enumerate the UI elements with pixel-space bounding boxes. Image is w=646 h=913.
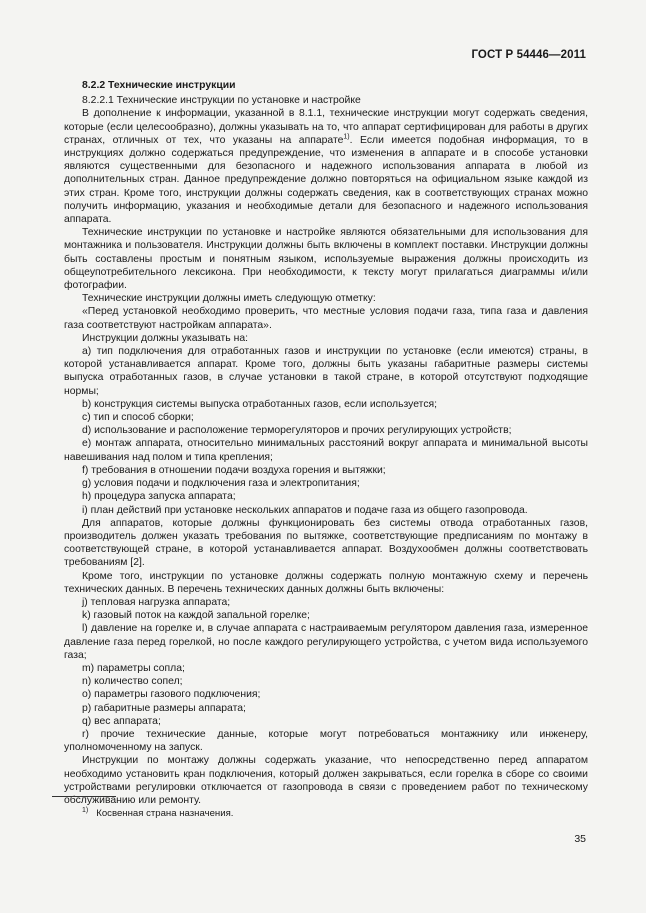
list-item: d) использование и расположение терморегуляторов и прочих регулирующих устройств; — [82, 425, 512, 437]
list-item: n) количество сопел; — [82, 676, 183, 688]
footnote-mark: 1) — [82, 807, 89, 814]
paragraph-mark-intro: Технические инструкции должны иметь следующую отметку: — [82, 293, 376, 305]
list-item: e) монтаж аппарата, относительно минимальных расстояний вокруг аппарата и минимальной высоты навешивания над полом и типа крепления; — [64, 438, 588, 463]
list-item: l) давление на горелке и, в случае аппарата с настраиваемым регулятором давления газа, измеренное давление газа перед горелкой, но после каждого регулирующего устройства, с учетом вида используемого газа; — [64, 623, 588, 661]
list-item: q) вес аппарата; — [82, 715, 161, 727]
list-item: a) тип подключения для отработанных газов и инструкции по установке (если имеются) страны, в которой устанавливается аппарат. Кроме того, должны быть указаны габаритные размеры системы выпуска отработанных газов, в случае установки в такой стране, в которой отсутствуют подходящие нормы; — [64, 346, 588, 397]
list-item: h) процедура запуска аппарата; — [82, 491, 236, 503]
footnote — [82, 807, 233, 819]
paragraph-intro-tail: . Если имеется подобная информация, то в инструкциях должно содержаться предупреждение, что изменения в аппарате и в способе установки являются существенными для безопасного и надежного использования аппарата в любой из дополнительных стран. Данное предупреждение должно повторяться на официальном языке каждой из этих стран. Кроме того, инструкции должны содержать сведения, как в соответствующих странах можно получить информацию, указания и необходимые детали для безопасного и надежного использования аппарата. — [64, 134, 588, 226]
list-item: i) план действий при установке нескольких аппаратов и подаче газа из общего газопровода. — [82, 504, 528, 516]
paragraph-intro — [64, 107, 588, 226]
subsection-title: 8.2.2.1 Технические инструкции по установке и настройке — [82, 95, 361, 107]
standard-header: ГОСТ Р 54446—2011 — [471, 49, 586, 61]
list-item: g) условия подачи и подключения газа и электропитания; — [82, 478, 360, 490]
paragraph-intro-head: В дополнение к информации, указанной в 8.1.1, технические инструкции могут содержать сведения, которые (если целесообразно), должны указывать на то, что аппарат сертифицирован для работы в других странах, отличных от тех, что указаны на аппарате — [64, 108, 588, 146]
list-item: r) прочие технические данные, которые могут потребоваться монтажнику или инженеру, уполномоченному на запуск. — [64, 728, 588, 754]
section-title: 8.2.2 Технические инструкции — [82, 80, 236, 91]
footnote-divider — [52, 796, 116, 797]
list-item: b) конструкция системы выпуска отработанных газов, если используется; — [82, 398, 438, 410]
list-item: p) габаритные размеры аппарата; — [82, 702, 246, 714]
list-item: m) параметры сопла; — [82, 662, 185, 674]
paragraph-list-intro: Инструкции должны указывать на: — [82, 332, 249, 344]
paragraph-multi-appliance: Для аппаратов, которые должны функционировать без системы отвода отработанных газов, производитель должен указать требования по вытяжке, соответствующие предписаниям по монтажу в соответствующей стране, в которой устанавливается аппарат. Воздухообмен должны соответствовать требованиям [2]. — [64, 517, 588, 569]
paragraph-final: Инструкции по монтажу должны содержать указание, что непосредственно перед аппаратом необходимо установить кран подключения, который должен закрываться, если горелка в сборе со своими устройствами регулировки отключается от газопровода в связи с проведением работ по техническому обслуживанию или ремонту. — [64, 755, 588, 806]
footnote-ref: 1) — [343, 133, 350, 141]
page-number: 35 — [574, 833, 586, 845]
paragraph-diagram: Кроме того, инструкции по установке должны содержать полную монтажную схему и перечень технических данных. В перечень технических данных должны быть включены: — [64, 570, 588, 595]
paragraph-quote: «Перед установкой необходимо проверить, что местные условия подачи газа, типа газа и давления газа соответствуют настройкам аппарата». — [64, 306, 588, 331]
list-item: k) газовый поток на каждой запальной горелке; — [82, 610, 310, 622]
list-item: c) тип и способ сборки; — [82, 412, 194, 424]
footnote-text: Косвенная страна назначения. — [96, 808, 234, 820]
document-body — [64, 79, 588, 807]
list-item: j) тепловая нагрузка аппарата; — [82, 596, 231, 608]
paragraph-mandatory: Технические инструкции по установке и настройке являются обязательными для использования для монтажника и пользователя. Инструкции должны быть включены в комплект поставки. Инструкции должны быть составлены простым и понятным языком, используемые выражения должны происходить из общеупотребительного лексикона. При необходимости, к тексту могут прилагаться диаграммы и/или фотографии. — [64, 227, 588, 292]
list-item: f) требования в отношении подачи воздуха горения и вытяжки; — [82, 464, 386, 476]
list-item: o) параметры газового подключения; — [82, 689, 261, 701]
